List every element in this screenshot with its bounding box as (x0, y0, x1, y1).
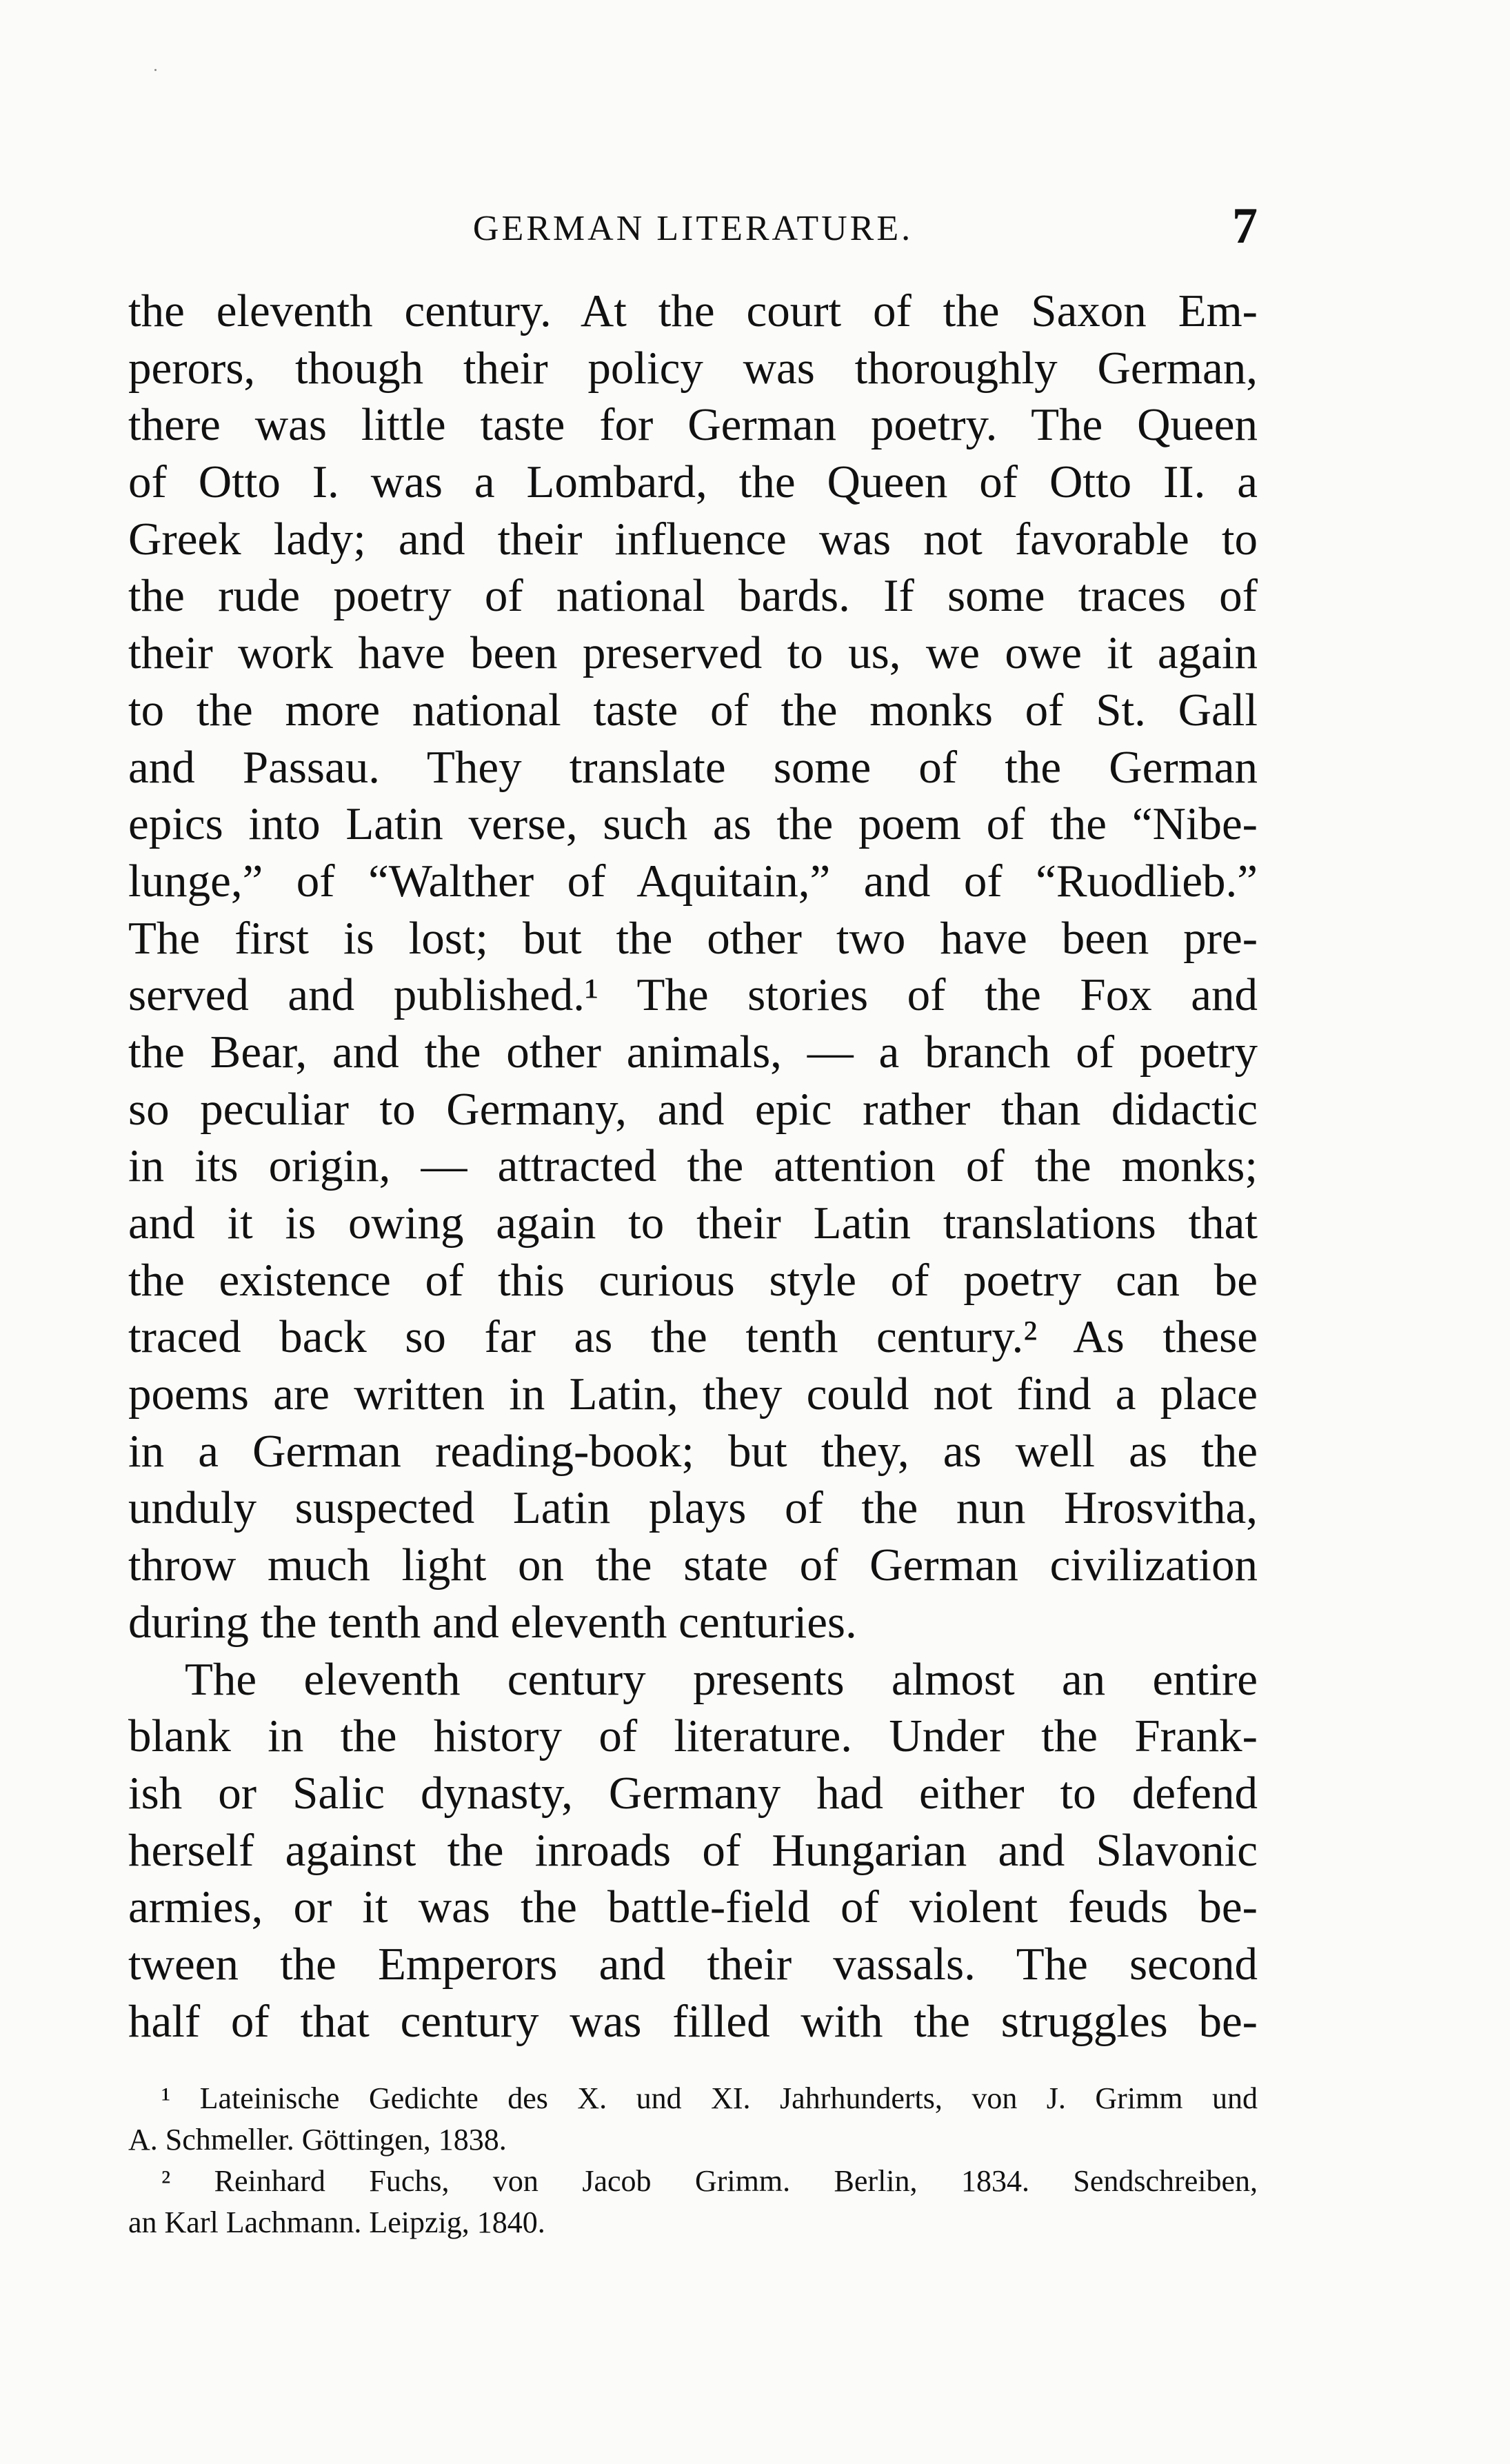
body-line: herself against the inroads of Hungarian and Slavonic (128, 1824, 1258, 1876)
body-line: the Bear, and the other animals, — a branch of poetry (128, 1026, 1258, 1078)
body-line: so peculiar to Germany, and epic rather than didactic (128, 1083, 1258, 1135)
body-line: unduly suspected Latin plays of the nun Hrosvitha, (128, 1482, 1258, 1534)
footnotes (128, 2078, 1258, 2243)
body-line: armies, or it was the battle-field of violent feuds be- (128, 1881, 1258, 1933)
footnote-line: ² Reinhard Fuchs, von Jacob Grimm. Berlin, 1834. Sendschreiben, (161, 2164, 1258, 2198)
body-line: of Otto I. was a Lombard, the Queen of Otto II. a (128, 456, 1258, 508)
body-line: the rude poetry of national bards. If some traces of (128, 570, 1258, 622)
paper-speck (154, 69, 157, 71)
body-line: throw much light on the state of German civilization (128, 1539, 1258, 1591)
body-line: Greek lady; and their influence was not favorable to (128, 513, 1258, 565)
body-line: half of that century was filled with the struggles be- (128, 1995, 1258, 2047)
body-line: to the more national taste of the monks of St. Gall (128, 684, 1258, 736)
body-line: in its origin, — attracted the attention of the monks; (128, 1140, 1258, 1192)
body-line: the existence of this curious style of poetry can be (128, 1254, 1258, 1306)
body-line: epics into Latin verse, such as the poem of the “Nibe- (128, 798, 1258, 850)
body-line: ish or Salic dynasty, Germany had either to defend (128, 1767, 1258, 1819)
body-line: poems are written in Latin, they could not find a place (128, 1369, 1258, 1420)
body-line: blank in the history of literature. Under the Frank- (128, 1710, 1258, 1762)
page-number: 7 (1232, 198, 1258, 254)
footnote-line: an Karl Lachmann. Leipzig, 1840. (128, 2205, 545, 2239)
footnote-line: ¹ Lateinische Gedichte des X. und XI. Jahrhunderts, von J. Grimm und (161, 2081, 1258, 2115)
body-line: in a German reading-book; but they, as well as the (128, 1425, 1258, 1477)
body-line: their work have been preserved to us, we owe it again (128, 627, 1258, 679)
body-line: during the tenth and eleventh centuries. (128, 1596, 857, 1648)
body-line: and Passau. They translate some of the German (128, 741, 1258, 793)
page-header (128, 198, 1258, 263)
body-line: perors, though their policy was thoroughly German, (128, 342, 1258, 394)
body-line: lunge,” of “Walther of Aquitain,” and of “Ruodlieb.” (128, 855, 1258, 907)
footnote-line: A. Schmeller. Göttingen, 1838. (128, 2123, 507, 2157)
body-line: the eleventh century. At the court of the Saxon Em- (128, 285, 1258, 336)
body-line: traced back so far as the tenth century.² As these (128, 1311, 1258, 1363)
body-line: and it is owing again to their Latin translations that (128, 1198, 1258, 1249)
body-text (128, 283, 1258, 2050)
body-line: tween the Emperors and their vassals. The second (128, 1938, 1258, 1990)
body-line: there was little taste for German poetry. The Queen (128, 399, 1258, 451)
running-title: GERMAN LITERATURE. (472, 209, 914, 248)
body-line: The first is lost; but the other two have been pre- (128, 912, 1258, 964)
body-line: served and published.¹ The stories of the Fox and (128, 969, 1258, 1021)
body-line: The eleventh century presents almost an entire (185, 1653, 1258, 1705)
